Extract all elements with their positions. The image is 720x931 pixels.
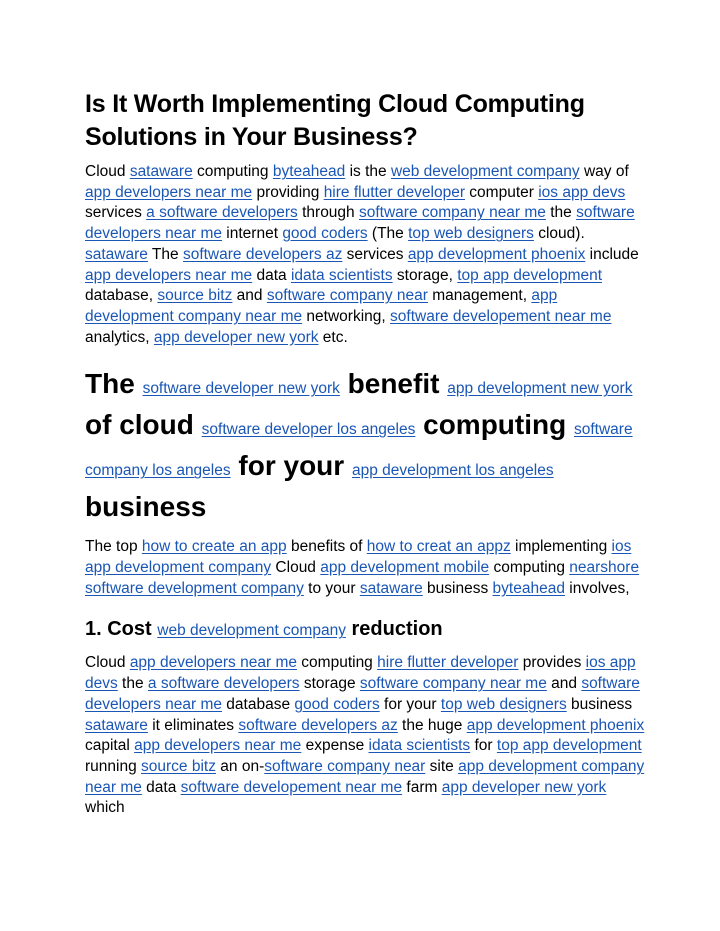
inline-link[interactable]: software developer los angeles bbox=[201, 421, 416, 439]
text-run: cloud). bbox=[533, 225, 585, 243]
inline-link[interactable]: ios app development company bbox=[85, 538, 632, 577]
text-run: services bbox=[342, 245, 408, 263]
text-run: providing bbox=[252, 183, 324, 201]
inline-link[interactable]: software developer new york bbox=[142, 380, 340, 398]
inline-link[interactable]: software developers az bbox=[182, 245, 343, 263]
inline-link[interactable]: app developer new york bbox=[441, 778, 607, 796]
text-run: the bbox=[545, 204, 577, 222]
inline-link[interactable]: top app development bbox=[496, 737, 642, 755]
text-run: database bbox=[222, 695, 295, 713]
intro-paragraph bbox=[85, 162, 645, 348]
text-run: it eliminates bbox=[147, 716, 239, 734]
inline-link[interactable]: sataware bbox=[129, 163, 193, 180]
text-run: involves, bbox=[564, 579, 630, 597]
inline-link[interactable]: source bitz bbox=[141, 757, 216, 775]
inline-link[interactable]: software company near me bbox=[358, 204, 546, 222]
text-run: computer bbox=[465, 183, 539, 201]
inline-link[interactable]: web development company bbox=[157, 622, 346, 640]
text-run: site bbox=[425, 757, 459, 775]
text-run: benefit bbox=[339, 368, 448, 400]
text-run: farm bbox=[402, 778, 442, 796]
inline-link[interactable]: software developement near me bbox=[390, 307, 612, 325]
inline-link[interactable]: software developers az bbox=[238, 716, 398, 734]
inline-link[interactable]: byteahead bbox=[492, 579, 565, 597]
inline-link[interactable]: app development new york bbox=[447, 380, 633, 398]
text-run: way of bbox=[579, 163, 629, 180]
text-run: the bbox=[117, 675, 148, 693]
text-run: provides bbox=[518, 654, 586, 672]
subheading-cost-reduction bbox=[85, 615, 645, 645]
text-run: capital bbox=[85, 737, 135, 755]
text-run: storage bbox=[299, 675, 360, 693]
text-run: expense bbox=[301, 737, 369, 755]
text-run: analytics, bbox=[85, 328, 154, 346]
inline-link[interactable]: byteahead bbox=[272, 163, 346, 180]
inline-link[interactable]: nearshore software development company bbox=[85, 559, 640, 597]
text-run: the huge bbox=[397, 716, 467, 734]
cost-reduction-paragraph bbox=[85, 653, 645, 819]
inline-link[interactable]: good coders bbox=[282, 225, 368, 243]
text-run: an on- bbox=[215, 757, 265, 775]
inline-link[interactable]: idata scientists bbox=[290, 266, 393, 284]
text-run: implementing bbox=[510, 538, 612, 556]
text-run: business bbox=[422, 579, 493, 597]
text-run: networking, bbox=[302, 307, 391, 325]
inline-link[interactable]: app development phoenix bbox=[466, 716, 645, 734]
text-run: computing bbox=[296, 654, 378, 672]
text-run: include bbox=[585, 245, 639, 263]
text-run: for bbox=[470, 737, 497, 755]
inline-link[interactable]: a software developers bbox=[147, 675, 300, 693]
text-run: (The bbox=[367, 225, 409, 243]
text-run: business bbox=[85, 491, 207, 523]
text-run: of cloud bbox=[85, 409, 202, 441]
text-run: computing bbox=[192, 163, 273, 180]
inline-link[interactable]: sataware bbox=[85, 716, 148, 734]
inline-link[interactable]: software developement near me bbox=[180, 778, 403, 796]
inline-link[interactable]: web development company bbox=[390, 163, 580, 180]
text-run: through bbox=[297, 204, 359, 222]
inline-link[interactable]: app development company near me bbox=[85, 287, 558, 325]
text-run: computing bbox=[415, 409, 574, 441]
text-run: internet bbox=[222, 225, 283, 243]
inline-link[interactable]: a software developers bbox=[146, 204, 298, 222]
inline-link[interactable]: idata scientists bbox=[368, 737, 471, 755]
inline-link[interactable]: how to create an app bbox=[141, 538, 287, 556]
inline-link[interactable]: software company near bbox=[266, 287, 428, 305]
text-run: benefits of bbox=[286, 538, 367, 556]
text-run: data bbox=[141, 778, 181, 796]
text-run: which bbox=[85, 799, 125, 817]
text-run: data bbox=[252, 266, 291, 284]
inline-link[interactable]: top web designers bbox=[440, 695, 567, 713]
section-heading-benefits bbox=[85, 366, 645, 525]
inline-link[interactable]: how to creat an appz bbox=[366, 538, 511, 556]
text-run: Cloud bbox=[85, 654, 130, 672]
text-run: services bbox=[85, 204, 147, 222]
inline-link[interactable]: app development company near me bbox=[85, 757, 645, 796]
text-run: for your bbox=[230, 450, 352, 482]
text-run: reduction bbox=[345, 618, 443, 641]
text-run: running bbox=[85, 757, 142, 775]
inline-link[interactable]: sataware bbox=[85, 245, 148, 263]
benefits-paragraph bbox=[85, 537, 645, 599]
text-run: database, bbox=[85, 287, 158, 305]
inline-link[interactable]: app development los angeles bbox=[351, 462, 554, 480]
inline-link[interactable]: app developers near me bbox=[134, 737, 302, 755]
text-run: for your bbox=[379, 695, 441, 713]
inline-link[interactable]: hire flutter developer bbox=[377, 654, 519, 672]
text-run: is the bbox=[345, 163, 391, 180]
inline-link[interactable]: top web designers bbox=[408, 225, 534, 243]
inline-link[interactable]: software company near me bbox=[359, 675, 547, 693]
text-run: etc. bbox=[318, 328, 348, 346]
text-run: business bbox=[566, 695, 633, 713]
inline-link[interactable]: app developers near me bbox=[85, 183, 253, 201]
inline-link[interactable]: hire flutter developer bbox=[323, 183, 465, 201]
text-run: The top bbox=[85, 538, 142, 556]
inline-link[interactable]: app developers near me bbox=[129, 654, 297, 672]
text-run: 1. Cost bbox=[85, 618, 158, 641]
inline-link[interactable]: ios app devs bbox=[85, 654, 636, 693]
inline-link[interactable]: app development phoenix bbox=[407, 245, 586, 263]
text-run: storage, bbox=[392, 266, 458, 284]
inline-link[interactable]: software developers near me bbox=[85, 675, 640, 713]
inline-link[interactable]: top app development bbox=[457, 266, 603, 284]
text-run: Cloud bbox=[271, 559, 321, 577]
text-run: computing bbox=[489, 559, 570, 577]
inline-link[interactable]: source bitz bbox=[157, 287, 233, 305]
text-run: to your bbox=[303, 579, 360, 597]
inline-link[interactable]: software company near bbox=[264, 757, 426, 775]
inline-link[interactable]: software company los angeles bbox=[85, 421, 633, 480]
inline-link[interactable]: app developer new york bbox=[153, 328, 319, 346]
page-title: Is It Worth Implementing Cloud Computing Solutions in Your Business? bbox=[85, 90, 585, 151]
document-content bbox=[85, 88, 645, 819]
text-run: and bbox=[232, 287, 267, 305]
text-run: management, bbox=[427, 287, 532, 305]
text-run: The bbox=[147, 245, 183, 263]
inline-link[interactable]: ios app devs bbox=[538, 183, 626, 201]
text-run: Cloud bbox=[85, 163, 130, 180]
inline-link[interactable]: sataware bbox=[359, 579, 423, 597]
inline-link[interactable]: app developers near me bbox=[85, 266, 253, 284]
inline-link[interactable]: app development mobile bbox=[320, 559, 490, 577]
text-run: The bbox=[85, 368, 143, 400]
text-run: and bbox=[546, 675, 582, 693]
inline-link[interactable]: good coders bbox=[294, 695, 380, 713]
inline-link[interactable]: software developers near me bbox=[85, 204, 635, 243]
